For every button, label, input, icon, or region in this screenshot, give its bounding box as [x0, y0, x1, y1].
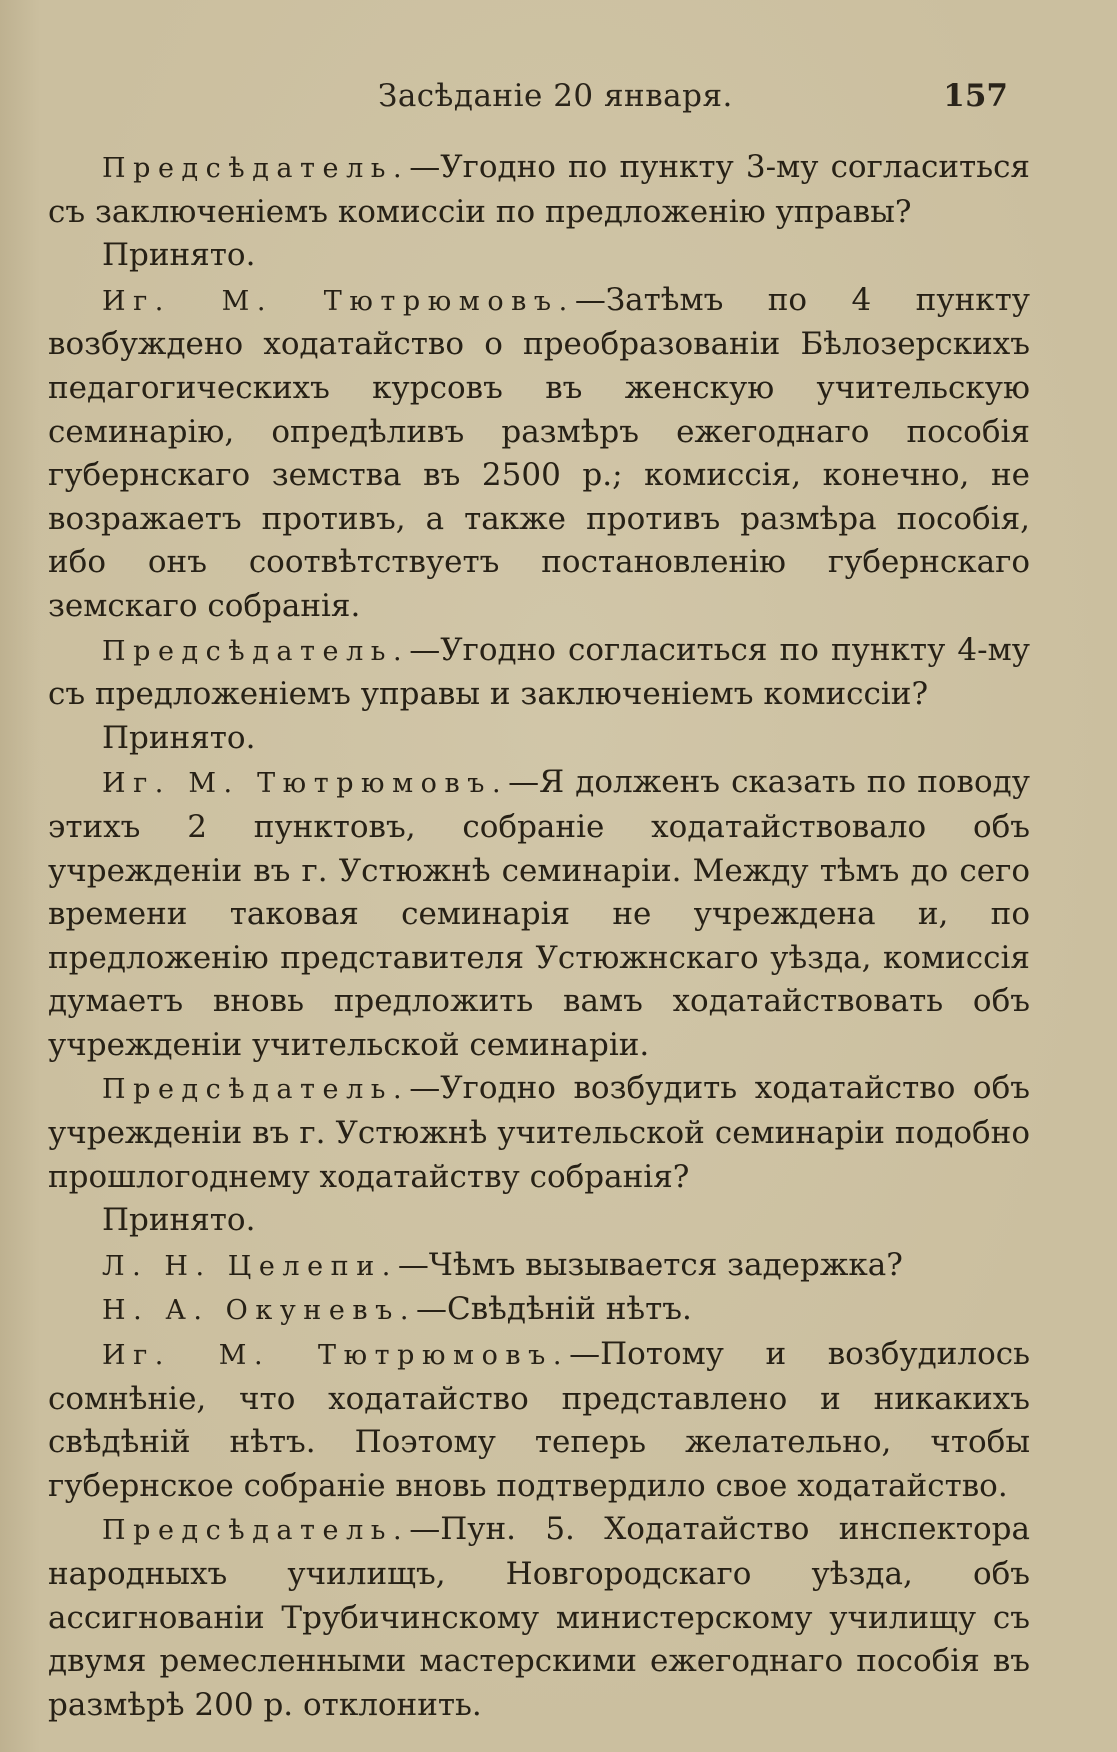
page-number: 157 — [943, 78, 1008, 114]
paragraph-text: —Потому и возбудилось сомнѣніе, что ходатайство представлено и никакихъ свѣдѣній нѣтъ. Поэтому теперь желательно, чтобы губернское собраніе вновь подтвердило свое ходатайство. — [48, 1336, 1030, 1504]
paragraph — [48, 1199, 1030, 1244]
paragraph-text: —Затѣмъ по 4 пункту возбуждено ходатайство о преобразованіи Бѣлозерскихъ педагогическихъ курсовъ въ женскую учительскую семинарію, опредѣливъ размѣръ ежегоднаго пособія губернскаго земства въ 2500 р.; комиссія, конечно, не возражаетъ противъ, а также противъ размѣра пособія, ибо онъ соотвѣтствуетъ постановленію губернскаго земскаго собранія. — [48, 281, 1030, 624]
speaker-name: Иг. М. Тютрюмовъ. — [102, 1340, 570, 1372]
speaker-name: Предсѣдатель. — [102, 1515, 410, 1547]
speaker-name: Предсѣдатель. — [102, 1074, 410, 1106]
paragraph-text: —Чѣмъ вызывается задержка? — [397, 1246, 903, 1283]
paragraph — [48, 1244, 1030, 1289]
speaker-name: Иг. М. Тютрюмовъ. — [102, 285, 575, 317]
paragraph — [48, 717, 1030, 762]
running-head-title: Засѣданіе 20 января. — [378, 78, 733, 114]
speaker-name: Предсѣдатель. — [102, 153, 410, 184]
paragraph-text: —Угодно согласиться по пункту 4-му съ предложеніемъ управы и заключеніемъ комиссіи? — [48, 631, 1030, 713]
paragraph — [48, 761, 1030, 1067]
paragraph — [48, 1067, 1030, 1199]
running-head — [48, 72, 1008, 122]
paragraph-text: Принято. — [102, 237, 256, 274]
paragraph-text: —Угодно по пункту 3-му согласиться съ заключеніемъ комиссіи по предложенію управы? — [48, 149, 1030, 230]
paragraph — [48, 1333, 1030, 1508]
speaker-name: Н. А. Окуневъ. — [102, 1295, 416, 1327]
speaker-name: Л. Н. Целепи. — [102, 1250, 398, 1282]
paragraph-text: Принято. — [102, 719, 256, 756]
paragraph — [48, 629, 1030, 717]
paragraph — [48, 1508, 1030, 1727]
paragraph-text: —Пун. 5. Ходатайство инспектора народныхъ училищъ, Новгородскаго уѣзда, объ ассигнованіи Трубичинскому министерскому училищу съ двумя ремесленными мастерскими ежегоднаго пособія въ размѣрѣ 200 р. отклонить. — [48, 1511, 1030, 1723]
speaker-name: Иг. М. Тютрюмовъ. — [102, 768, 509, 800]
speaker-name: Предсѣдатель. — [102, 635, 410, 667]
paragraph-text: —Я долженъ сказать по поводу этихъ 2 пунктовъ, собраніе ходатайствовало объ учрежденіи въ г. Устюжнѣ семинаріи. Между тѣмъ до сего времени таковая семинарія не учреждена и, по предложенію представителя Устюжнскаго уѣзда, комиссія думаетъ вновь предложить вамъ ходатайствовать объ учрежденіи учительской семинаріи. — [48, 764, 1030, 1063]
paragraph — [48, 234, 1030, 279]
paragraph — [48, 279, 1030, 629]
body-text — [48, 146, 1030, 1727]
paragraph — [48, 1288, 1030, 1333]
paragraph-text: —Угодно возбудить ходатайство объ учрежденіи въ г. Устюжнѣ учительской семинаріи подобно прошлогоднему ходатайству собранія? — [48, 1070, 1030, 1195]
paragraph — [48, 146, 1030, 234]
paragraph-text: Принято. — [102, 1202, 256, 1239]
paragraph-text: —Свѣдѣній нѣтъ. — [416, 1291, 692, 1328]
